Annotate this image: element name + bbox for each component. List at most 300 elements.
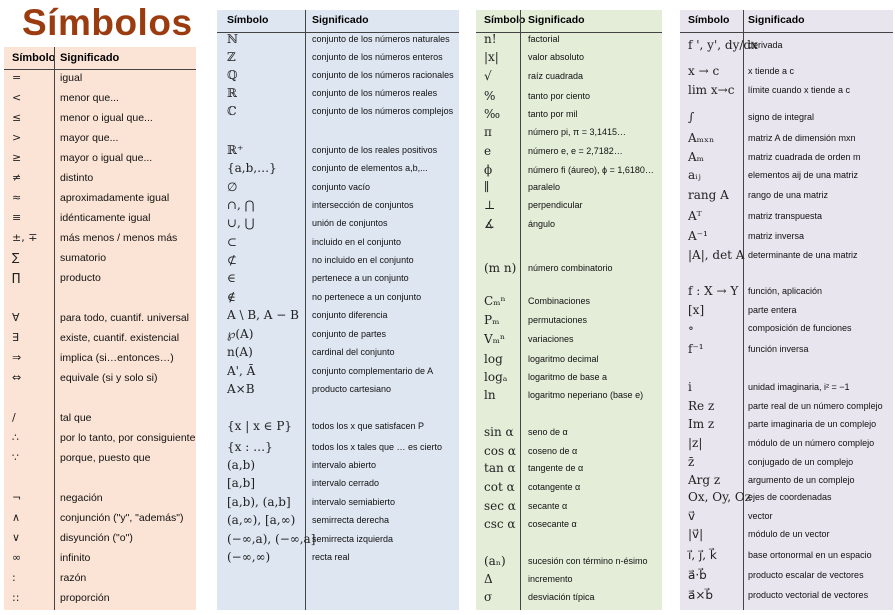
table-row xyxy=(476,478,662,496)
meaning: derivada xyxy=(748,40,783,50)
table-row xyxy=(476,30,662,48)
symbol: |v⃗| xyxy=(688,527,704,541)
table-row xyxy=(680,166,893,184)
meaning: número combinatorio xyxy=(528,263,613,273)
table-row xyxy=(217,380,459,398)
symbol: (aₙ) xyxy=(484,554,506,568)
symbol: f⁻¹ xyxy=(688,342,704,356)
meaning: incremento xyxy=(528,574,573,584)
symbol: ∵ xyxy=(12,451,19,464)
table-row xyxy=(680,488,893,506)
table-row xyxy=(680,186,893,204)
symbol: < xyxy=(12,91,22,104)
symbol: |z| xyxy=(688,436,703,450)
symbol: : xyxy=(12,571,16,584)
table-row xyxy=(217,343,459,361)
table-row xyxy=(4,249,196,267)
symbol: ℚ xyxy=(227,68,238,82)
table-row xyxy=(4,149,196,167)
table-row xyxy=(4,589,196,607)
table-row xyxy=(217,456,459,474)
table-row xyxy=(680,397,893,415)
table-row xyxy=(476,588,662,606)
symbol: ⇔ xyxy=(12,371,22,384)
table-row xyxy=(476,142,662,160)
symbol: ℕ xyxy=(227,32,238,46)
symbol: n! xyxy=(484,32,497,46)
symbol: tan α xyxy=(484,461,516,475)
meaning: coseno de α xyxy=(528,446,578,456)
meaning: porque, puesto que xyxy=(60,452,151,464)
symbol: cot α xyxy=(484,480,515,494)
meaning: producto vectorial de vectores xyxy=(748,590,869,600)
meaning: conjunción ("y", "además") xyxy=(60,512,184,524)
meaning: producto xyxy=(60,272,101,284)
meaning: función, aplicación xyxy=(748,286,823,296)
symbol: ∏ xyxy=(12,271,21,284)
symbol: ℂ xyxy=(227,104,237,118)
symbol: (−∞,∞) xyxy=(227,550,271,564)
table-row xyxy=(680,525,893,543)
meaning: base ortonormal en un espacio xyxy=(748,550,872,560)
meaning: función inversa xyxy=(748,344,809,354)
symbol: ∈ xyxy=(227,271,236,285)
symbol: logₐ xyxy=(484,370,508,384)
meaning: logaritmo neperiano (base e) xyxy=(528,390,644,400)
table-row xyxy=(217,548,459,566)
meaning: conjunto complementario de A xyxy=(312,366,434,376)
header-meaning: Significado xyxy=(528,14,585,26)
symbol: i⃗, j⃗, k⃗ xyxy=(688,548,717,562)
meaning: conjunto de los números reales xyxy=(312,88,438,98)
meaning: conjunto de elementos a,b,... xyxy=(312,163,428,173)
meaning: infinito xyxy=(60,552,91,564)
symbol: ‰ xyxy=(484,107,501,121)
meaning: implica (si…entonces…) xyxy=(60,352,174,364)
meaning: número e, e = 2,7182… xyxy=(528,146,623,156)
meaning: secante α xyxy=(528,501,568,511)
meaning: incluido en el conjunto xyxy=(312,237,402,247)
table-row xyxy=(217,438,459,456)
table-row xyxy=(4,309,196,327)
table-row xyxy=(680,453,893,471)
header-symbol: Símbolo xyxy=(227,14,269,26)
table-row xyxy=(4,229,196,247)
header-symbol: Símbolo xyxy=(688,14,730,26)
table-row xyxy=(476,87,662,105)
meaning: tangente de α xyxy=(528,463,584,473)
table-row xyxy=(476,48,662,66)
symbol: Aᵀ xyxy=(688,209,702,223)
meaning: unión de conjuntos xyxy=(312,218,388,228)
meaning: parte real de un número complejo xyxy=(748,401,883,411)
table-row xyxy=(680,471,893,489)
table-row xyxy=(476,196,662,214)
meaning: producto escalar de vectores xyxy=(748,570,864,580)
meaning: conjunto de los números complejos xyxy=(312,106,454,116)
table-row xyxy=(4,369,196,387)
symbol: ±, ∓ xyxy=(12,231,38,244)
meaning: valor absoluto xyxy=(528,52,585,62)
meaning: variaciones xyxy=(528,334,574,344)
table-row xyxy=(476,123,662,141)
table-row xyxy=(476,497,662,515)
meaning: límite cuando x tiende a c xyxy=(748,85,851,95)
meaning: factorial xyxy=(528,34,560,44)
meaning: mayor o igual que... xyxy=(60,152,153,164)
meaning: x tiende a c xyxy=(748,66,795,76)
page-title: Símbolos xyxy=(22,2,193,43)
table-row xyxy=(680,415,893,433)
symbol: aᵢⱼ xyxy=(688,168,701,182)
header-symbol: Símbolo xyxy=(484,14,526,26)
table-row xyxy=(217,306,459,324)
meaning: igual xyxy=(60,72,83,84)
meaning: mayor que... xyxy=(60,132,119,144)
symbol: f : X → Y xyxy=(688,284,739,298)
symbol: ≥ xyxy=(12,151,22,164)
meaning: perpendicular xyxy=(528,200,583,210)
meaning: vector xyxy=(748,511,773,521)
table-row xyxy=(476,515,662,533)
table-row xyxy=(217,141,459,159)
meaning: conjunto de los números naturales xyxy=(312,34,450,44)
symbol: i xyxy=(688,380,692,394)
table-row xyxy=(217,511,459,529)
symbol: (a,∞), [a,∞) xyxy=(227,513,296,527)
symbol: Aₘ xyxy=(688,150,705,164)
table-row xyxy=(4,269,196,287)
symbol: ≡ xyxy=(12,211,22,224)
table-row xyxy=(217,530,459,548)
symbol: ¬ xyxy=(12,491,22,504)
meaning: matriz cuadrada de orden m xyxy=(748,152,861,162)
meaning: menor que... xyxy=(60,92,119,104)
symbol: rang A xyxy=(688,188,729,202)
symbol: ⊂ xyxy=(227,235,238,249)
symbol: Arg z xyxy=(688,473,721,487)
table-row xyxy=(217,493,459,511)
table-row xyxy=(476,259,662,277)
symbol: ∃ xyxy=(12,331,19,344)
table-row xyxy=(4,89,196,107)
table-row xyxy=(4,549,196,567)
meaning: matriz inversa xyxy=(748,231,805,241)
meaning: ejes de coordenadas xyxy=(748,492,832,502)
table-row xyxy=(680,108,893,126)
meaning: sumatorio xyxy=(60,252,107,264)
symbol: {x | x ∈ P} xyxy=(227,419,293,433)
symbol: ∪, ⋃ xyxy=(227,216,255,230)
symbol: {x : …} xyxy=(227,440,273,454)
meaning: conjunto diferencia xyxy=(312,310,388,320)
table-row xyxy=(217,288,459,306)
symbol: a⃗·b⃗ xyxy=(688,568,707,582)
meaning: Combinaciones xyxy=(528,296,591,306)
table-row xyxy=(476,161,662,179)
meaning: cotangente α xyxy=(528,482,581,492)
meaning: equivale (si y solo si) xyxy=(60,372,158,384)
table-row xyxy=(4,109,196,127)
symbol: Aₘₓₙ xyxy=(688,131,715,145)
symbol: lim x→c xyxy=(688,83,735,97)
symbol: sin α xyxy=(484,425,514,439)
table-row xyxy=(680,546,893,564)
symbol: = xyxy=(12,71,22,84)
symbol: [a,b] xyxy=(227,476,256,490)
table-row xyxy=(476,178,662,196)
symbol: ∨ xyxy=(12,531,21,544)
table-row xyxy=(476,386,662,404)
symbol: ℝ xyxy=(227,86,237,100)
meaning: raíz cuadrada xyxy=(528,71,584,81)
meaning: rango de una matriz xyxy=(748,190,829,200)
table-row xyxy=(4,169,196,187)
meaning: paralelo xyxy=(528,182,561,192)
table-row xyxy=(476,67,662,85)
header-symbol: Símbolo xyxy=(12,52,56,64)
table-row xyxy=(476,350,662,368)
table-row xyxy=(4,129,196,147)
symbol: ∞ xyxy=(12,551,22,564)
table-row xyxy=(476,459,662,477)
table-row xyxy=(4,409,196,427)
symbol: σ xyxy=(484,590,493,604)
table-row xyxy=(217,84,459,102)
symbol: Ox, Oy, Oz xyxy=(688,490,752,504)
meaning: aproximadamente igual xyxy=(60,192,170,204)
table-row xyxy=(680,378,893,396)
meaning: conjugado de un complejo xyxy=(748,457,854,467)
symbol: ∫ xyxy=(688,110,695,124)
meaning: distinto xyxy=(60,172,94,184)
table-row xyxy=(4,209,196,227)
table-row xyxy=(476,570,662,588)
symbol: ∩, ⋂ xyxy=(227,198,255,212)
table-row xyxy=(680,586,893,604)
table-row xyxy=(217,178,459,196)
table-row xyxy=(4,429,196,447)
table-row xyxy=(680,148,893,166)
table-row xyxy=(476,368,662,386)
symbol: a⃗×b⃗ xyxy=(688,588,714,602)
meaning: número pi, π = 3,1415… xyxy=(528,127,627,137)
table-row xyxy=(217,159,459,177)
table-row xyxy=(476,105,662,123)
meaning: tanto por ciento xyxy=(528,91,591,101)
table-row xyxy=(680,434,893,452)
header-meaning: Significado xyxy=(748,14,805,26)
symbol: / xyxy=(12,411,16,424)
meaning: argumento de un complejo xyxy=(748,475,855,485)
meaning: intervalo abierto xyxy=(312,460,377,470)
symbol: ℝ⁺ xyxy=(227,143,244,157)
table-row xyxy=(217,214,459,232)
meaning: cosecante α xyxy=(528,519,577,529)
table-row xyxy=(4,489,196,507)
symbol: ∑ xyxy=(12,251,20,264)
table-row xyxy=(4,529,196,547)
meaning: cardinal del conjunto xyxy=(312,347,395,357)
meaning: matriz transpuesta xyxy=(748,211,823,221)
symbol: ≤ xyxy=(12,111,22,124)
symbol: Δ xyxy=(484,572,493,586)
table-row xyxy=(476,330,662,348)
symbol: ∅ xyxy=(227,180,238,194)
meaning: elementos aij de una matriz xyxy=(748,170,859,180)
meaning: semirrecta izquierda xyxy=(312,534,394,544)
meaning: ángulo xyxy=(528,219,556,229)
meaning: idénticamente igual xyxy=(60,212,151,224)
meaning: determinante de una matriz xyxy=(748,250,858,260)
symbol: A⁻¹ xyxy=(688,229,708,243)
table-row xyxy=(680,227,893,245)
meaning: semirrecta derecha xyxy=(312,515,390,525)
symbol: ℤ xyxy=(227,50,236,64)
symbol: :: xyxy=(12,591,20,604)
table-row xyxy=(680,507,893,525)
meaning: intervalo cerrado xyxy=(312,478,380,488)
meaning: permutaciones xyxy=(528,315,588,325)
symbol: ≈ xyxy=(12,191,22,204)
table-row xyxy=(680,36,893,54)
symbol: ∥ xyxy=(484,180,490,194)
meaning: logaritmo de base a xyxy=(528,372,608,382)
table-row xyxy=(680,282,893,300)
meaning: módulo de un vector xyxy=(748,529,830,539)
symbol: {a,b,…} xyxy=(227,161,277,175)
symbol: Cₘⁿ xyxy=(484,294,506,308)
symbol: A \ B, A − B xyxy=(227,308,299,322)
symbol: ∉ xyxy=(227,290,236,304)
meaning: composición de funciones xyxy=(748,323,852,333)
symbol: |A|, det A xyxy=(688,248,745,262)
symbol: (m n) xyxy=(484,261,517,275)
table-row xyxy=(4,69,196,87)
symbol: log xyxy=(484,352,503,366)
table-row xyxy=(4,569,196,587)
meaning: logaritmo decimal xyxy=(528,354,599,364)
table-row xyxy=(4,189,196,207)
table-row xyxy=(4,329,196,347)
meaning: pertenece a un conjunto xyxy=(312,273,409,283)
symbol: x → c xyxy=(688,64,720,78)
meaning: matriz A de dimensión mxn xyxy=(748,133,856,143)
table-row xyxy=(476,423,662,441)
table-row xyxy=(217,417,459,435)
meaning: todos los x que satisfacen P xyxy=(312,421,425,431)
symbol: Im z xyxy=(688,417,715,431)
table-row xyxy=(217,196,459,214)
table-row xyxy=(680,301,893,319)
meaning: conjunto de los reales positivos xyxy=(312,145,438,155)
symbol: v⃗ xyxy=(688,509,696,523)
table-row xyxy=(476,552,662,570)
table-row xyxy=(680,566,893,584)
symbol: csc α xyxy=(484,517,516,531)
symbol: ⊥ xyxy=(484,198,496,212)
symbol: e xyxy=(484,144,492,158)
header-meaning: Significado xyxy=(312,14,369,26)
meaning: seno de α xyxy=(528,427,568,437)
table-row xyxy=(680,81,893,99)
meaning: parte entera xyxy=(748,305,797,315)
table-row xyxy=(476,292,662,310)
meaning: todos los x tales que … es cierto xyxy=(312,442,443,452)
symbol: sec α xyxy=(484,499,516,513)
table-row xyxy=(217,362,459,380)
symbol: ⇒ xyxy=(12,351,22,364)
meaning: tanto por mil xyxy=(528,109,578,119)
meaning: no pertenece a un conjunto xyxy=(312,292,422,302)
symbol: z̄ xyxy=(688,455,695,469)
symbol: (a,b) xyxy=(227,458,256,472)
table-row xyxy=(680,246,893,264)
symbol: ℘(A) xyxy=(227,327,254,341)
symbol: ∧ xyxy=(12,511,21,524)
meaning: para todo, cuantif. universal xyxy=(60,312,189,324)
symbol: ∀ xyxy=(12,311,20,324)
meaning: existe, cuantif. existencial xyxy=(60,332,180,344)
symbol: ∘ xyxy=(688,321,694,335)
meaning: intersección de conjuntos xyxy=(312,200,414,210)
symbol: ∡ xyxy=(484,217,495,231)
meaning: menor o igual que... xyxy=(60,112,153,124)
table-row xyxy=(680,319,893,337)
table-row xyxy=(680,62,893,80)
meaning: parte imaginaria de un complejo xyxy=(748,419,877,429)
meaning: sucesión con término n-ésimo xyxy=(528,556,648,566)
symbol: ln xyxy=(484,388,496,402)
symbol: ≠ xyxy=(12,171,22,184)
table-header xyxy=(680,10,893,33)
meaning: desviación típica xyxy=(528,592,595,602)
table-row xyxy=(476,311,662,329)
symbol: ⊄ xyxy=(227,253,238,267)
symbol: A', Ā xyxy=(227,364,256,378)
meaning: por lo tanto, por consiguiente xyxy=(60,432,196,444)
symbol: √ xyxy=(484,69,492,83)
symbol: Vₘⁿ xyxy=(484,332,506,346)
symbol: A×B xyxy=(227,382,255,396)
table-header xyxy=(4,47,196,70)
table-row xyxy=(4,349,196,367)
symbol: (−∞,a), (−∞,a] xyxy=(227,532,316,546)
panel-basic-symbols xyxy=(4,47,196,610)
table-row xyxy=(680,340,893,358)
meaning: proporción xyxy=(60,592,110,604)
table-row xyxy=(217,48,459,66)
symbol: π xyxy=(484,125,492,139)
meaning: conjunto de partes xyxy=(312,329,387,339)
meaning: unidad imaginaria, i² = −1 xyxy=(748,382,850,392)
symbol: [x] xyxy=(688,303,705,317)
table-row xyxy=(4,449,196,467)
table-row xyxy=(217,30,459,48)
panel-arithmetic-symbols xyxy=(476,10,662,610)
table-row xyxy=(217,102,459,120)
symbol: Pₘ xyxy=(484,313,500,327)
symbol: f ', y', dy/dx xyxy=(688,38,758,52)
table-row xyxy=(217,269,459,287)
meaning: disyunción ("o") xyxy=(60,532,133,544)
meaning: conjunto de los números racionales xyxy=(312,70,454,80)
meaning: conjunto vacío xyxy=(312,182,371,192)
meaning: número fi (áureo), ϕ = 1,6180… xyxy=(528,165,654,175)
symbol: |x| xyxy=(484,50,499,64)
panel-set-symbols xyxy=(217,10,459,610)
meaning: razón xyxy=(60,572,87,584)
